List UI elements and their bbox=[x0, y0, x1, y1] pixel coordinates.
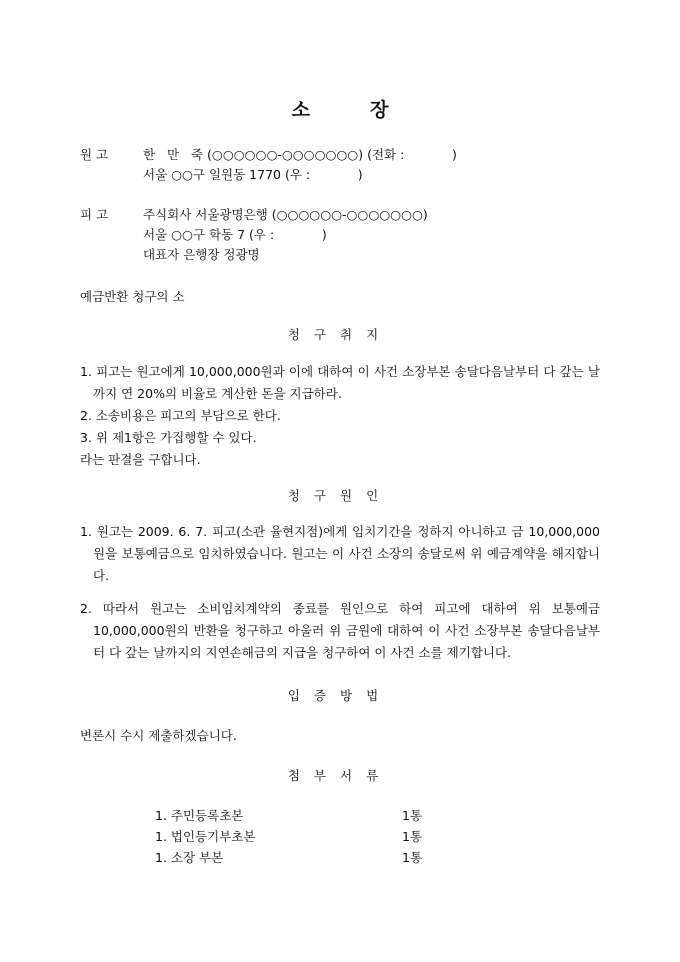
claim-purpose-body bbox=[80, 361, 600, 471]
evidence-heading: 입증방법 bbox=[287, 688, 393, 703]
plaintiff-address: 서울 ○○구 일원동 1770 (우 : ) bbox=[143, 167, 363, 182]
evidence-text: 변론시 수시 제출하겠습니다. bbox=[80, 728, 237, 743]
claim-cause-heading: 청구원인 bbox=[287, 488, 393, 503]
attachment-name-3: 1. 소장 부본 bbox=[155, 850, 224, 865]
defendant-label: 피 고 bbox=[80, 207, 109, 222]
title-right-char: 장 bbox=[370, 99, 389, 121]
claim-purpose-heading: 청구취지 bbox=[287, 327, 393, 342]
attachment-name-2: 1. 법인등기부초본 bbox=[155, 829, 256, 844]
plaintiff-name-line: 한 만 죽 (○○○○○○-○○○○○○○) (전화 : ) bbox=[143, 147, 457, 162]
attachment-name-1: 1. 주민등록초본 bbox=[155, 808, 244, 823]
claim-cause-item-1-block bbox=[80, 521, 600, 587]
claim-purpose-item-3: 3. 위 제1항은 가집행할 수 있다. bbox=[80, 430, 257, 445]
defendant-representative: 대표자 은행장 정광명 bbox=[143, 247, 260, 262]
defendant-name-line: 주식회사 서울광명은행 (○○○○○○-○○○○○○○) bbox=[143, 207, 428, 222]
claim-cause-item-2: 2. 따라서 원고는 소비임치계약의 종료를 원인으로 하여 피고에 대하여 위 보통예금 10,000,000원의 반환을 청구하고 아울러 위 금원에 대하여 이 사건 소장부본 송달다음날부터 다 갚는 날까지의 지연손해금의 지급을 청구하여 이 사건 소를 제기합니다. bbox=[80, 601, 600, 660]
case-name: 예금반환 청구의 소 bbox=[80, 289, 185, 304]
attachment-qty-2: 1통 bbox=[402, 829, 423, 844]
title-left-char: 소 bbox=[291, 99, 310, 121]
attachment-qty-1: 1통 bbox=[402, 808, 423, 823]
plaintiff-label: 원 고 bbox=[80, 147, 109, 162]
attachments-heading: 첨부서류 bbox=[287, 768, 393, 783]
defendant-address: 서울 ○○구 학동 7 (우 : ) bbox=[143, 227, 327, 242]
claim-purpose-closing: 라는 판결을 구합니다. bbox=[80, 452, 201, 467]
document-title bbox=[0, 95, 680, 122]
attachment-qty-3: 1통 bbox=[402, 850, 423, 865]
claim-purpose-item-1: 1. 피고는 원고에게 10,000,000원과 이에 대하여 이 사건 소장부본 송달다음날부터 다 갚는 날까지 연 20%의 비율로 계산한 돈을 지급하라. bbox=[80, 364, 600, 401]
claim-cause-item-1: 1. 원고는 2009. 6. 7. 피고(소관 율현지점)에게 임치기간을 정하지 아니하고 금 10,000,000원을 보통예금으로 임치하였습니다. 원고는 이 사건 소장의 송달로써 위 예금계약을 해지합니다. bbox=[80, 524, 600, 583]
claim-purpose-item-2: 2. 소송비용은 피고의 부담으로 한다. bbox=[80, 408, 281, 423]
claim-cause-item-2-block bbox=[80, 598, 600, 664]
